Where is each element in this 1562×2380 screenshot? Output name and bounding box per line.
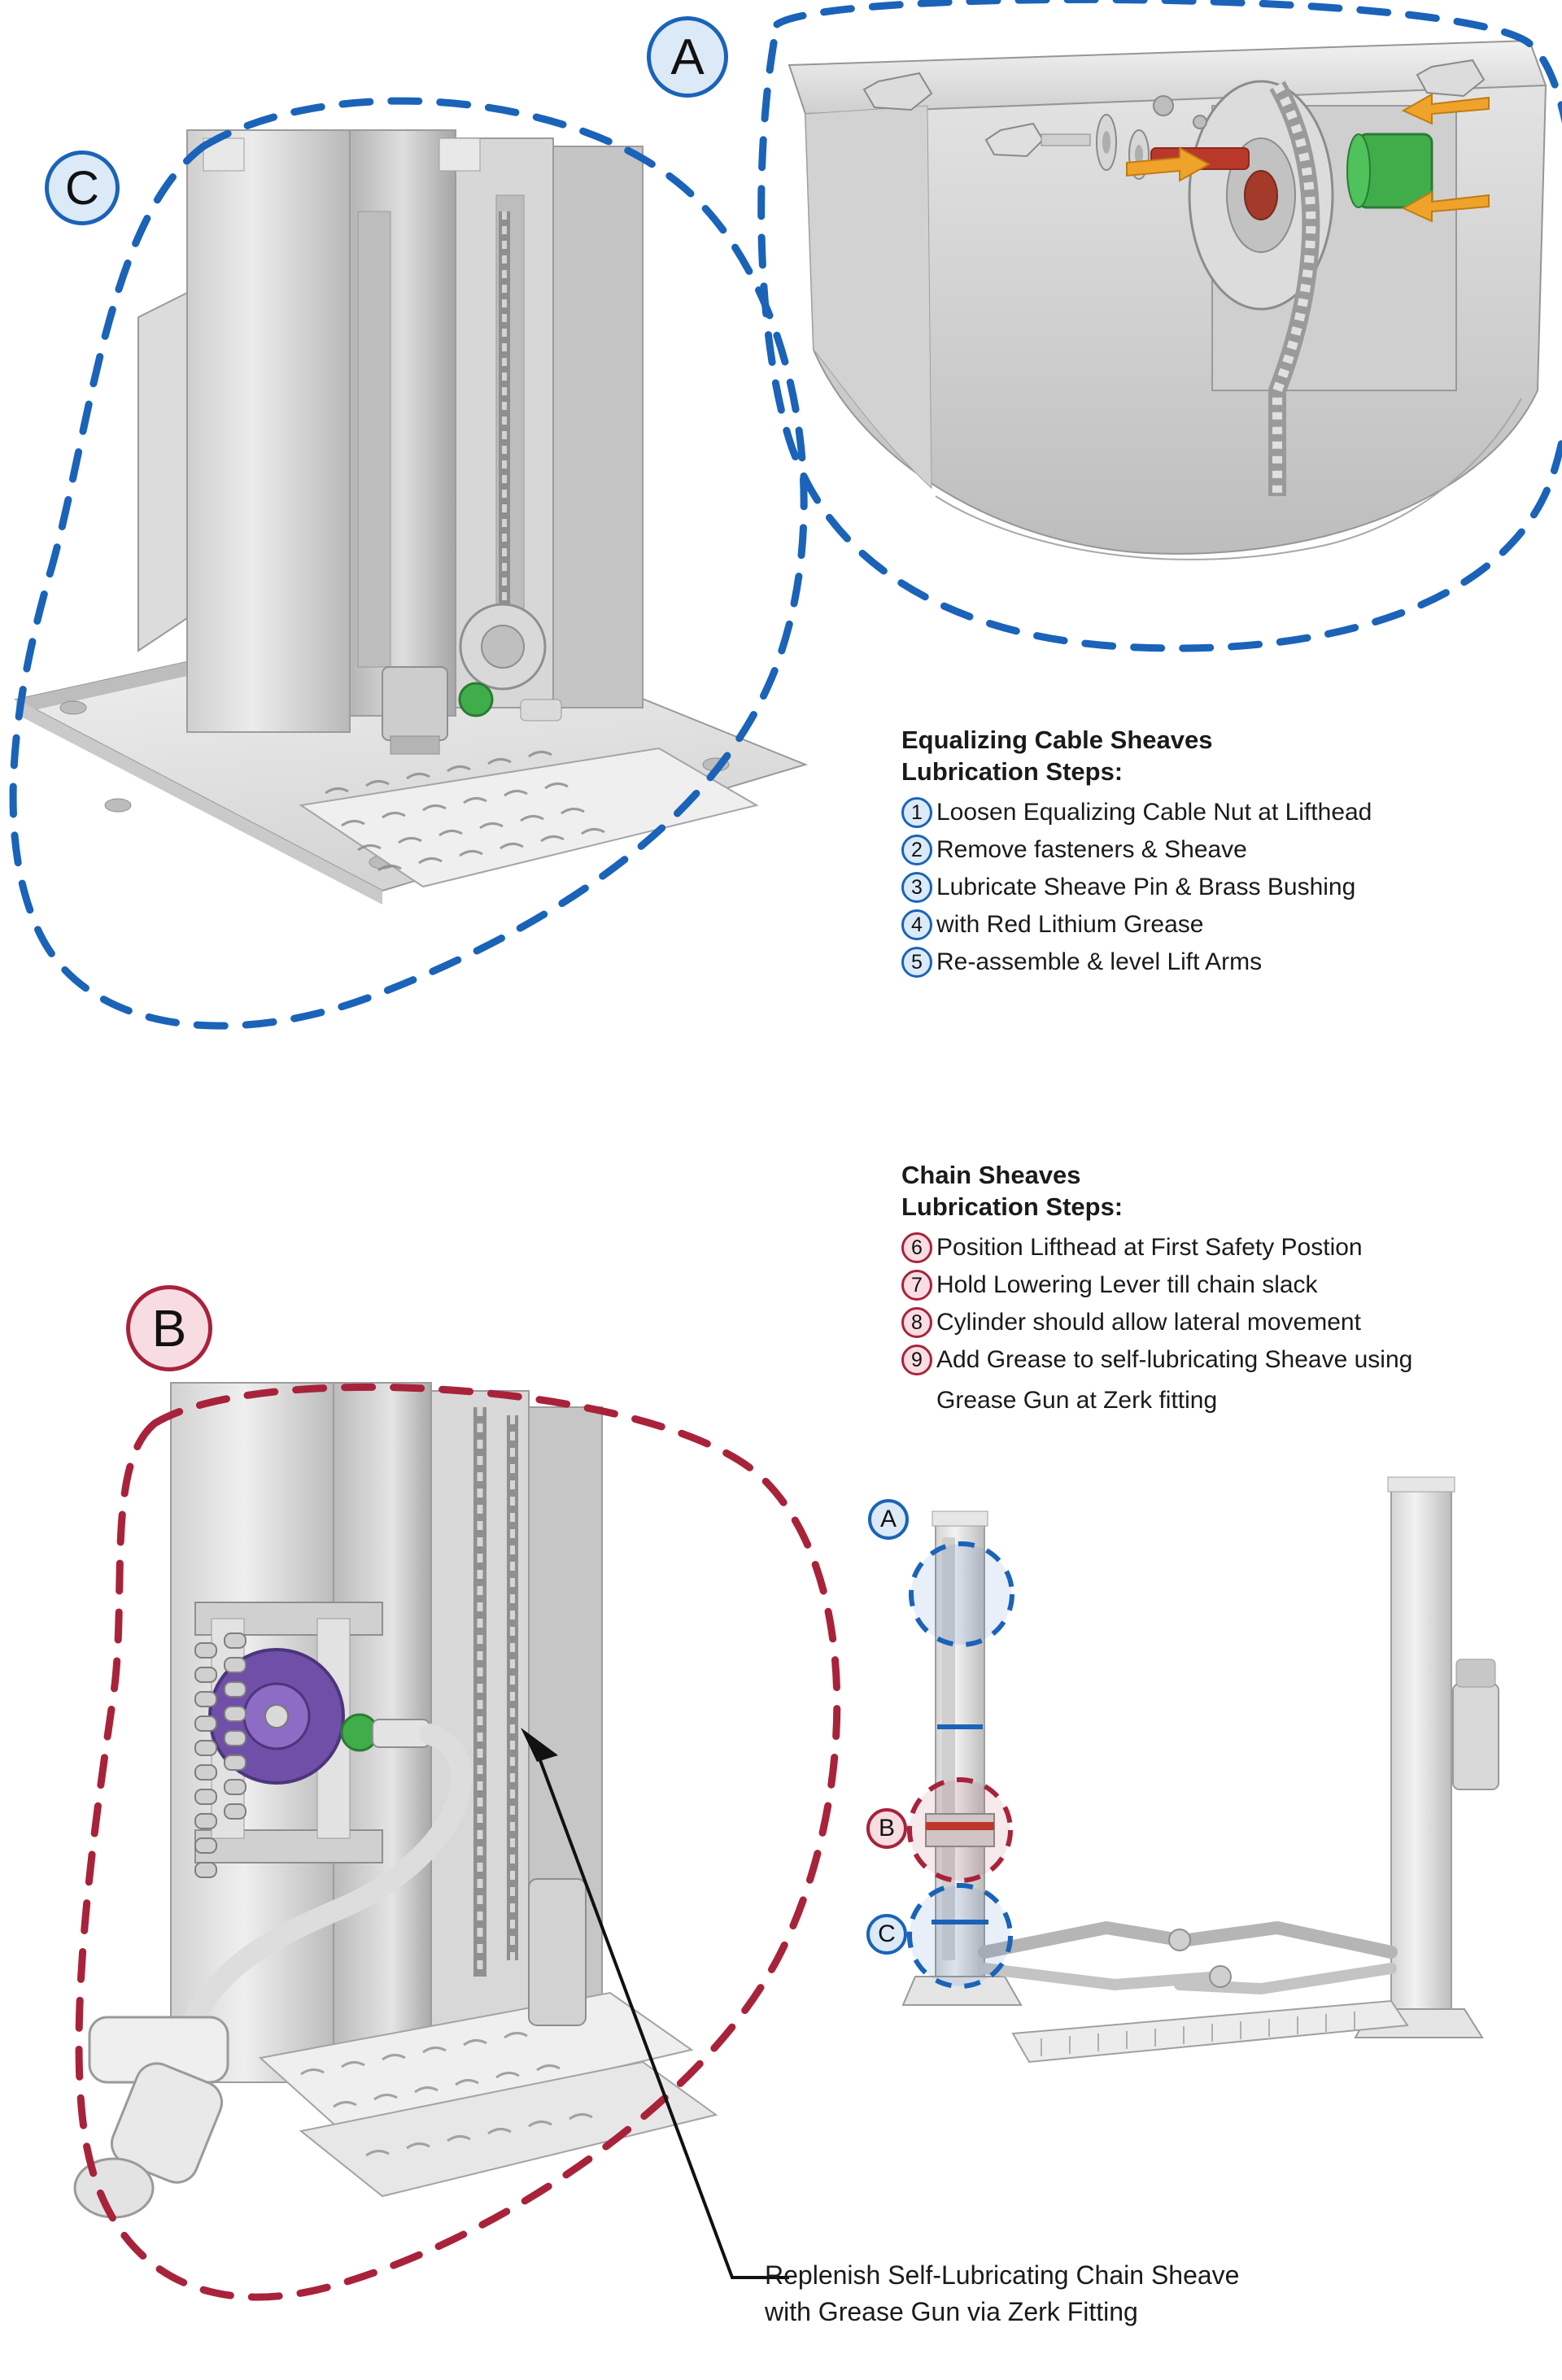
equalizing-title	[901, 724, 1544, 787]
step-text-8: Cylinder should allow lateral movement	[936, 1309, 1361, 1336]
mini-callout-badge-c	[866, 1914, 907, 1955]
equalizing-step-5	[901, 947, 1544, 978]
equalizing-title-line1: Equalizing Cable Sheaves	[901, 726, 1213, 754]
caption-leader-line	[439, 1692, 846, 2318]
step-text-3: Lubricate Sheave Pin & Brass Bushing	[936, 874, 1356, 900]
chain-step-9-continuation: Grease Gun at Zerk fitting	[936, 1387, 1218, 1414]
callout-badge-a-label: A	[670, 28, 705, 85]
chain-title-line1: Chain Sheaves	[901, 1161, 1081, 1189]
callout-badge-a	[647, 16, 728, 98]
equalizing-title-line2: Lubrication Steps:	[901, 757, 1124, 786]
step-number-4: 4	[901, 909, 932, 940]
callout-badge-b	[126, 1285, 212, 1371]
chain-step-6	[901, 1232, 1560, 1263]
lift-overview-illustration	[838, 1464, 1562, 2115]
callout-badge-c-label: C	[65, 161, 99, 215]
step-number-9: 9	[901, 1345, 932, 1375]
mini-callout-badge-a-label: A	[879, 1506, 897, 1532]
chain-title	[901, 1159, 1560, 1223]
step-number-2: 2	[901, 835, 932, 865]
callout-a-outline	[732, 0, 1562, 675]
chain-step-7	[901, 1270, 1560, 1301]
equalizing-step-3	[901, 872, 1544, 903]
chain-title-line2: Lubrication Steps:	[901, 1192, 1124, 1221]
bottom-caption-line2: with Grease Gun via Zerk Fitting	[765, 2297, 1138, 2326]
mini-callout-badge-b-label: B	[878, 1815, 895, 1842]
bottom-caption	[765, 2257, 1497, 2330]
chain-step-8	[901, 1307, 1560, 1338]
equalizing-step-4	[901, 909, 1544, 940]
step-text-9: Add Grease to self-lubricating Sheave using	[936, 1346, 1413, 1373]
step-number-3: 3	[901, 872, 932, 903]
mini-callout-badge-c-label: C	[878, 1920, 896, 1947]
equalizing-step-2	[901, 835, 1544, 865]
step-text-6: Position Lifthead at First Safety Postion	[936, 1234, 1363, 1261]
step-text-4: with Red Lithium Grease	[936, 911, 1204, 938]
step-text-1: Loosen Equalizing Cable Nut at Lifthead	[936, 799, 1372, 826]
equalizing-step-1	[901, 797, 1544, 828]
step-number-7: 7	[901, 1270, 932, 1301]
chain-steps-block	[901, 1159, 1560, 1416]
step-number-6: 6	[901, 1232, 932, 1263]
chain-step-9	[901, 1345, 1560, 1375]
callout-badge-c	[45, 150, 120, 225]
bottom-caption-line1: Replenish Self-Lubricating Chain Sheave	[765, 2260, 1240, 2290]
callout-badge-b-label: B	[151, 1299, 187, 1358]
mini-callout-badge-b	[866, 1808, 907, 1849]
step-text-2: Remove fasteners & Sheave	[936, 836, 1247, 863]
step-number-8: 8	[901, 1307, 932, 1338]
step-text-5: Re-assemble & level Lift Arms	[936, 948, 1263, 975]
mini-callout-badge-a	[868, 1499, 909, 1540]
step-number-5: 5	[901, 947, 932, 978]
equalizing-steps-block	[901, 724, 1544, 984]
step-number-1: 1	[901, 797, 932, 828]
step-text-7: Hold Lowering Lever till chain slack	[936, 1271, 1318, 1298]
